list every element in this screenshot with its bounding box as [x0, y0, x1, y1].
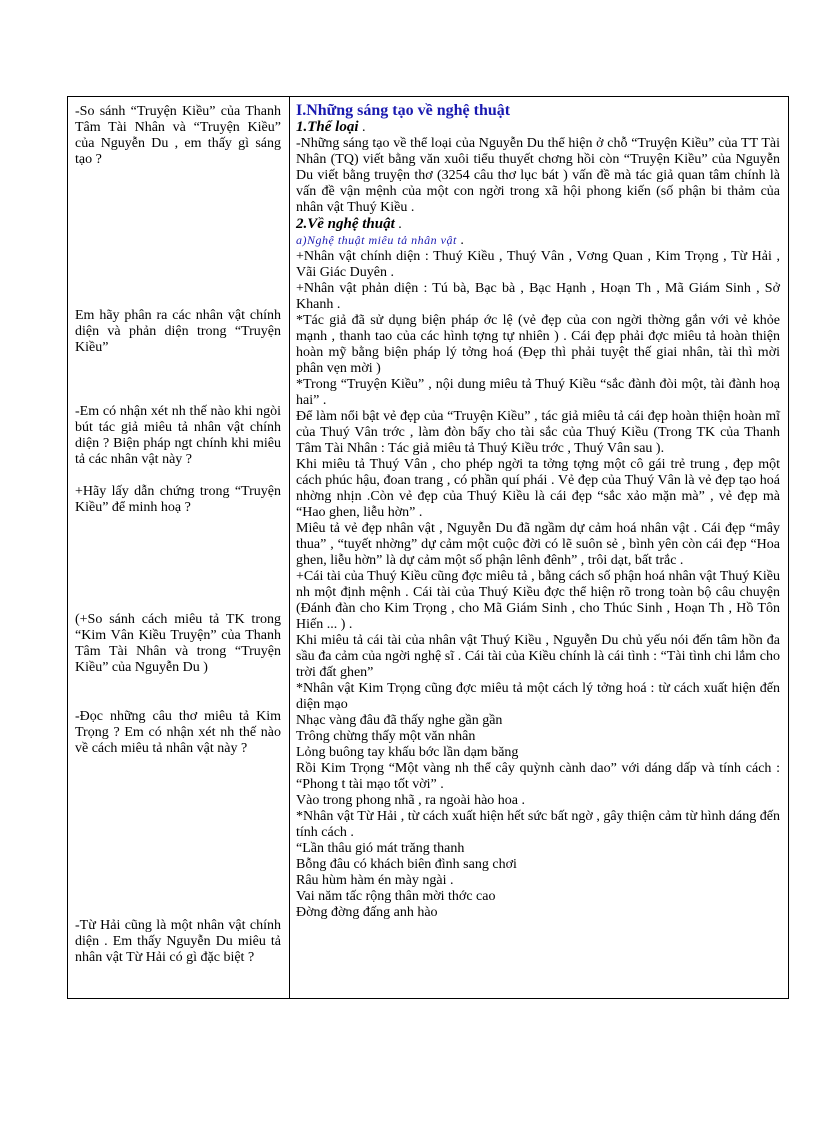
subheading-character-portrayal: a)Nghệ thuật miêu tả nhân vật . [296, 233, 464, 248]
paragraph: -Những sáng tạo về thể loại của Nguyễn Du thể hiện ở chỗ “Truyện Kiều” của TT Tài Nhân (TQ) viết bằng văn xuôi tiểu thuyết chơng hồi còn “Truyện Kiều” của Nguyễn Du viết bằng truyện thơ (3254 câu thơ lục bát ) vấn đề mà tác giả quan tâm chính là vấn đề vận mệnh của một con ngời trong xã hội phong kiến (số phận bi thảm của nhân vật Thuý Kiều . [296, 136, 780, 215]
subheading-genre: 1.Thể loại . [296, 119, 366, 135]
paragraph: Rồi Kim Trọng “Một vàng nh thể cây quỳnh cành dao” với dáng dấp và tính cách : “Phong t tài mạo tốt vời” . [296, 761, 780, 792]
verse-line: Đờng đờng đấng anh hào [296, 905, 438, 920]
content-table [67, 96, 789, 999]
answers-column [290, 97, 788, 998]
paragraph: +Nhân vật chính diện : Thuý Kiều , Thuý Vân , Vơng Quan , Kim Trọng , Từ Hải , Vãi Giác Duyên . [296, 249, 780, 280]
verse-line: Lỏng buông tay khấu bớc lần dạm băng [296, 745, 519, 760]
paragraph: Khi miêu tả cái tài của nhân vật Thuý Kiều , Nguyễn Du chủ yếu nói đến tâm hồn đa sầu đa cảm của ngời nghệ sĩ . Cái tài của Kiều chính là cái tình : “Tài tình chi lắm cho trời đất ghen” [296, 633, 780, 680]
question-give-examples: +Hãy lấy dẫn chứng trong “Truyện Kiều” để minh hoạ ? [75, 484, 281, 515]
questions-column [68, 97, 290, 998]
verse-line: Vai năm tấc rộng thân mời thớc cao [296, 889, 496, 904]
question-kim-trong: -Đọc những câu thơ miêu tả Kim Trọng ? Em có nhận xét nh thế nào về cách miêu tả nhân vật này ? [75, 709, 281, 756]
verse-line: Bỗng đâu có khách biên đình sang chơi [296, 857, 517, 872]
question-portrayal-method: -Em có nhận xét nh thế nào khi ngòi bút tác giả miêu tả nhân vật chính diện ? Biện pháp ngt chính khi miêu tả các nhân vật này ? [75, 404, 281, 467]
question-tu-hai: -Từ Hải cũng là một nhân vật chính diện . Em thấy Nguyễn Du miêu tả nhân vật Từ Hải có gì đặc biệt ? [75, 918, 281, 965]
paragraph: Khi miêu tả Thuý Vân , cho phép ngời ta tởng tợng một cô gái trẻ trung , đẹp một cách phúc hậu, đoan trang , có phần quí phái . Vẻ đẹp của Thuý Vân là vẻ đẹp tạo hoá nhờng nhịn .Còn vẻ đẹp của Thuý Kiều là cái đẹp “sắc xảo mặn mà” , vẻ đẹp mà “Hao ghen, liễu hờn” . [296, 457, 780, 520]
question-compare-works: -So sánh “Truyện Kiều” của Thanh Tâm Tài Nhân và “Truyện Kiều” của Nguyễn Du , em thấy gì sáng tạo ? [75, 104, 281, 167]
question-classify-characters: Em hãy phân ra các nhân vật chính diện và phản diện trong “Truyện Kiều” [75, 308, 281, 355]
paragraph: +Nhân vật phản diện : Tú bà, Bạc bà , Bạc Hạnh , Hoạn Th , Mã Giám Sinh , Sở Khanh . [296, 281, 780, 312]
answer-content [296, 102, 780, 921]
verse-line: Trông chừng thấy một văn nhân [296, 729, 476, 744]
paragraph: +Cái tài của Thuý Kiều cũng đợc miêu tả , bằng cách số phận hoá nhân vật Thuý Kiều nh một định mệnh . Cái tài của Thuý Kiều đợc thể hiện rõ trong toàn bộ câu chuyện (Đánh đàn cho Kim Trọng , cho Mã Giám Sinh , cho Thúc Sinh , Hoạn Th , Hồ Tôn Hiến ... ) . [296, 569, 780, 632]
paragraph: Để làm nổi bật vẻ đẹp của “Truyện Kiều” , tác giả miêu tả cái đẹp hoàn thiện hoàn mĩ của Thuý Vân trớc , làm đòn bẩy cho tài sắc của Thuý Kiều (Trong TK của Thanh Tâm Tài Nhân : Tác giả miêu tả Thuý Kiều trớc , Thuý Vân sau ). [296, 409, 780, 456]
paragraph: *Nhân vật Từ Hải , từ cách xuất hiện hết sức bất ngờ , gây thiện cảm từ hình dáng đến tính cách . [296, 809, 780, 840]
question-compare-portrayal: (+So sánh cách miêu tả TK trong “Kim Vân Kiều Truyện” của Thanh Tâm Tài Nhân và trong “Truyện Kiều” của Nguyễn Du ) [75, 612, 281, 675]
verse-line: “Lần thâu gió mát trăng thanh [296, 841, 465, 856]
paragraph: *Nhân vật Kim Trọng cũng đợc miêu tả một cách lý tởng hoá : từ cách xuất hiện đến diện mạo [296, 681, 780, 712]
paragraph: Miêu tả vẻ đẹp nhân vật , Nguyễn Du đã ngầm dự cảm hoá nhân vật . Cái đẹp “mây thua” , “tuyết nhờng” dự cảm một cuộc đời có lẽ suôn sẻ , bình yên còn cái đẹp “Hoa ghen, liễu hờn” là dự cảm một số phận lênh đênh” , trôi dạt, bất trắc . [296, 521, 780, 568]
verse-line: Râu hùm hàm én mày ngài . [296, 873, 454, 888]
paragraph: Vào trong phong nhã , ra ngoài hào hoa . [296, 793, 525, 808]
paragraph: *Tác giả đã sử dụng biện pháp ớc lệ (vẻ đẹp của con ngời thờng gắn với vẻ khỏe mạnh , thanh tao của các hình tợng tự nhiên ) . Cái đẹp phải đợc miêu tả hoàn thiện hoàn mỹ bằng biện pháp lý tởng hoá (Đẹp thì phải tuyệt thế giai nhân, tài thì mời phân vẹn mời ) [296, 313, 780, 376]
verse-line: Nhạc vàng đâu đã thấy nghe gần gần [296, 713, 503, 728]
subheading-art: 2.Về nghệ thuật . [296, 216, 402, 232]
paragraph: *Trong “Truyện Kiều” , nội dung miêu tả Thuý Kiều “sắc đành đòi một, tài đành hoạ hai” . [296, 377, 780, 408]
section-heading: I.Những sáng tạo về nghệ thuật [296, 102, 511, 119]
